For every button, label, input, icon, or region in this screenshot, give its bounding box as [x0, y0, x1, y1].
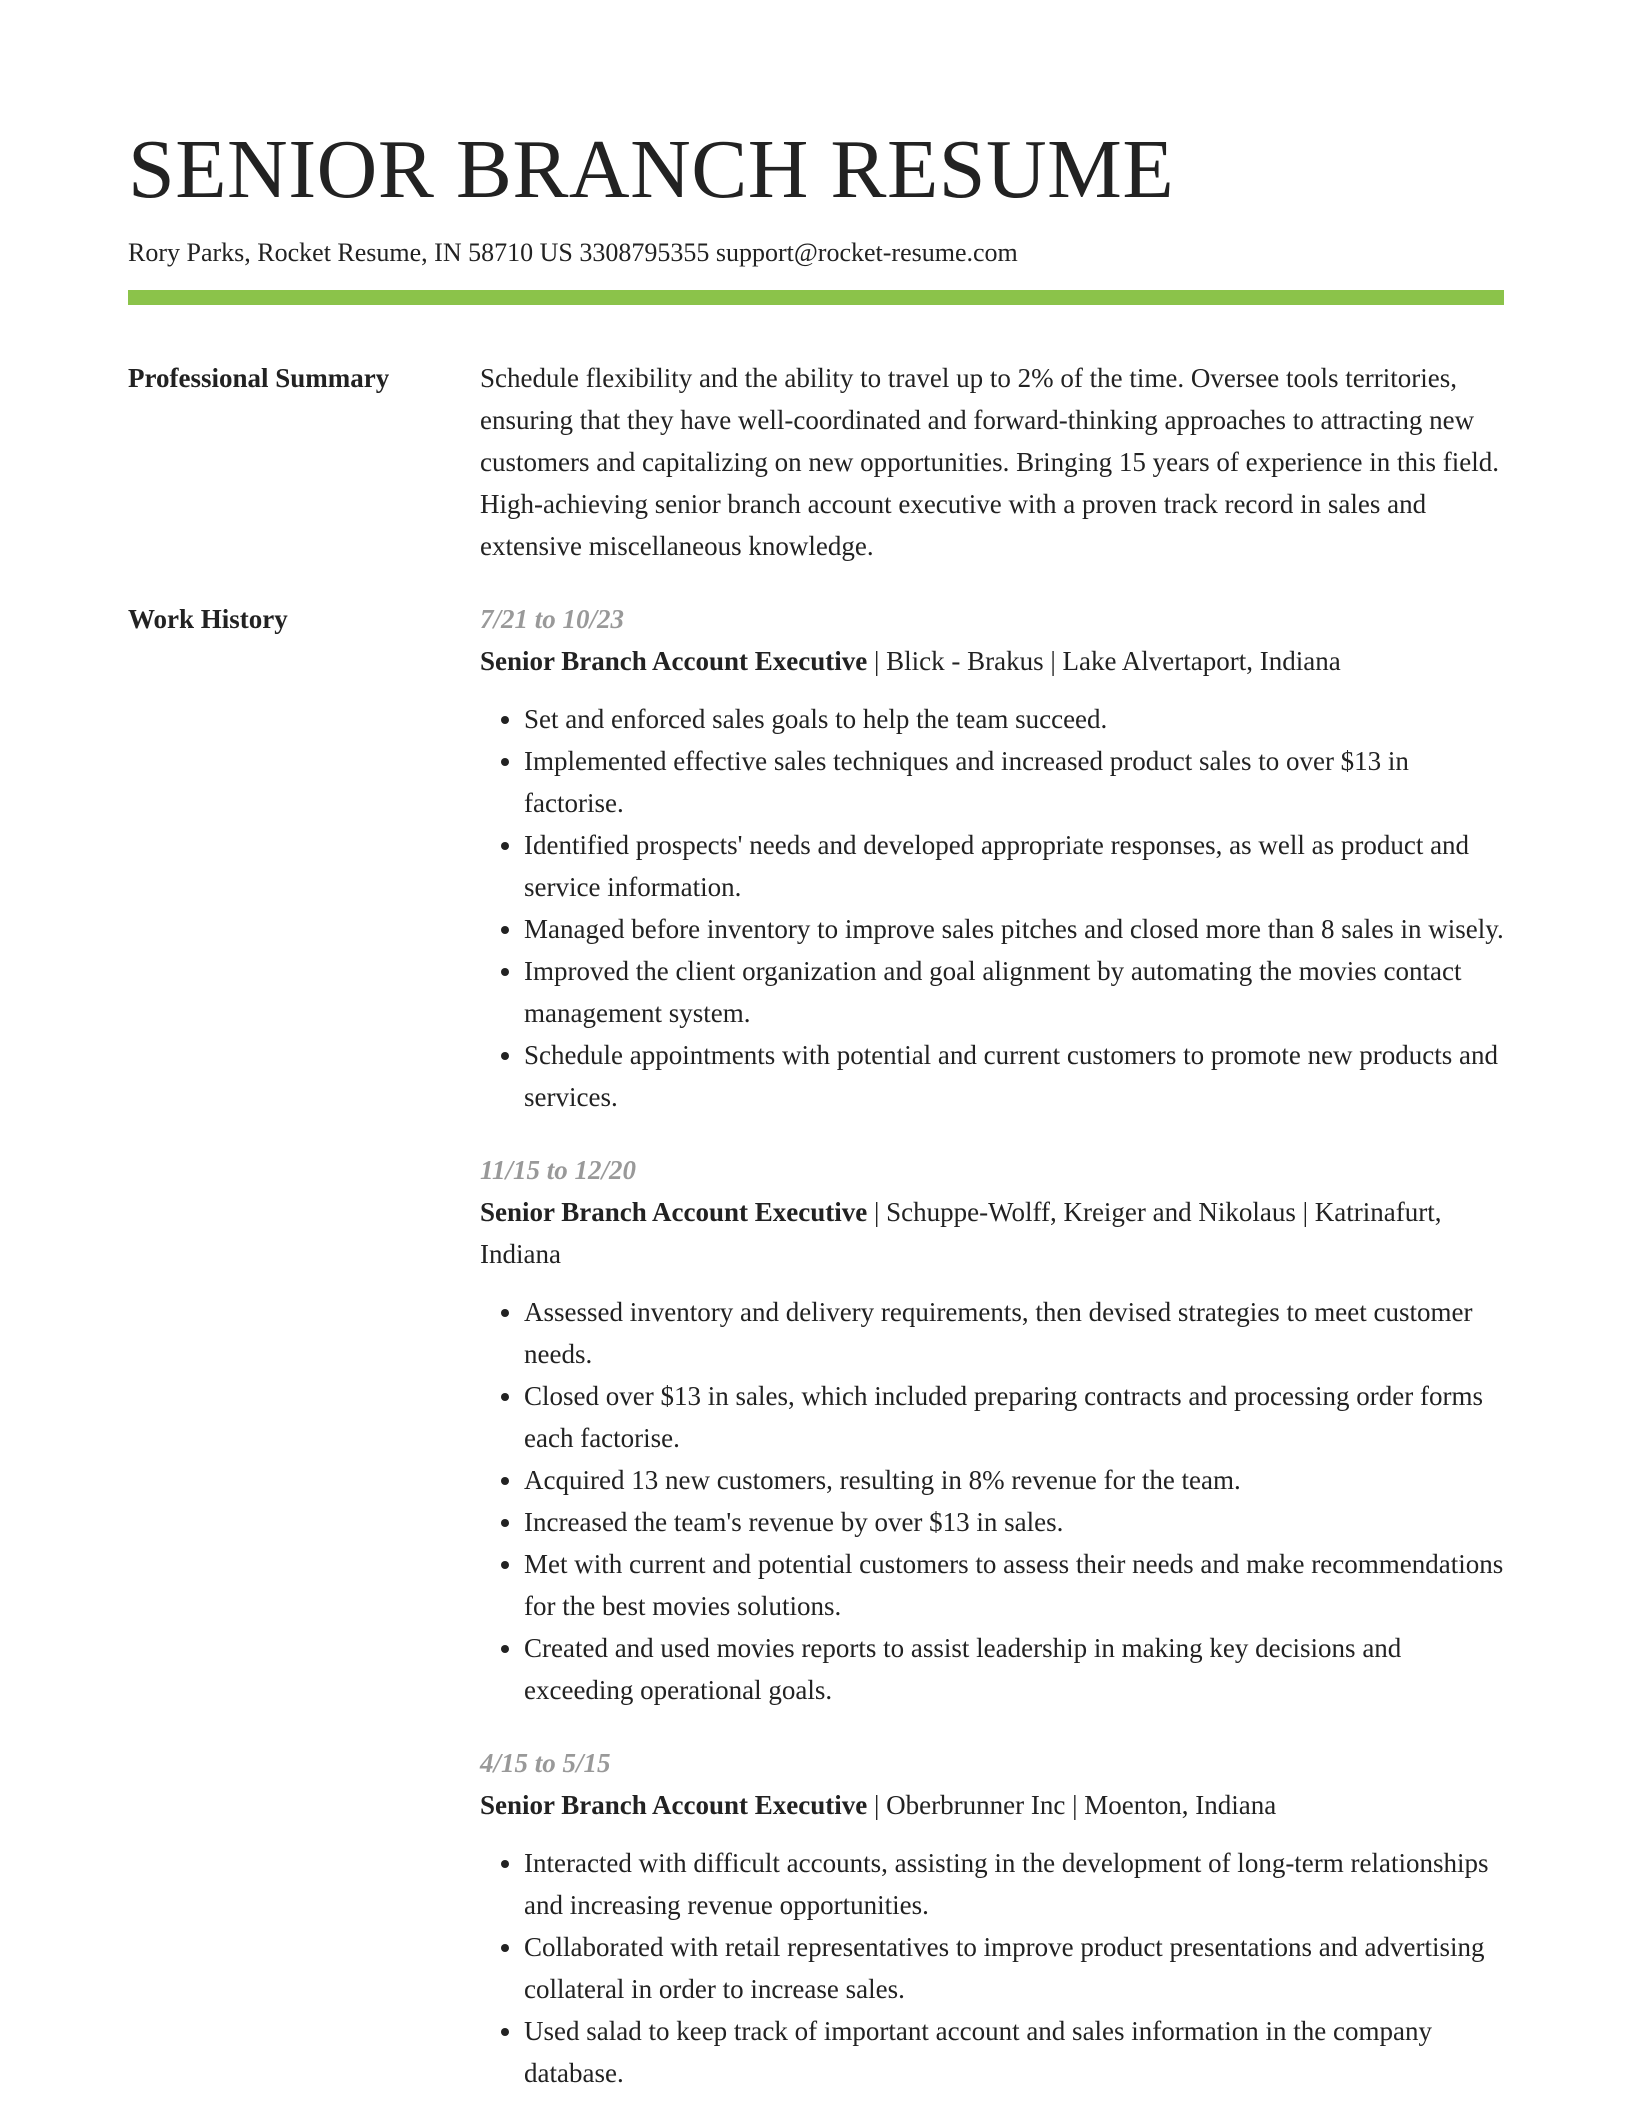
resume-title: SENIOR BRANCH RESUME [128, 123, 1175, 216]
job-dates: 7/21 to 10/23 [480, 604, 625, 634]
job-header [480, 1191, 1504, 1275]
summary-text: Schedule flexibility and the ability to travel up to 2% of the time. Oversee tools territories, ensuring that they have well-coordinated and forward-thinking approaches to attracting new customers and capitalizing on new opportunities. Bringing 15 years of experience in this field. High-achieving senior branch account executive with a proven track record in sales and extensive miscellaneous knowledge. [480, 363, 1499, 561]
job-bullet: • Identified prospects' needs and developed appropriate responses, as well as product and service information. [524, 824, 1504, 908]
job-details: | Schuppe-Wolff, Kreiger and Nikolaus | Katrinafurt, Indiana [480, 1197, 1442, 1269]
job-entry [480, 598, 1504, 1118]
summary-section [128, 357, 1504, 567]
job-bullet: • Schedule appointments with potential and current customers to promote new products and services. [524, 1034, 1504, 1118]
work-history-heading: Work History [128, 604, 288, 634]
job-bullets [480, 1842, 1504, 2094]
job-bullets [480, 698, 1504, 1118]
job-bullets [480, 1291, 1504, 1711]
job-bullet: • Implemented effective sales techniques and increased product sales to over $13 in factorise. [524, 740, 1504, 824]
job-bullet: • Acquired 13 new customers, resulting in 8% revenue for the team. [524, 1459, 1504, 1501]
job-dates: 4/15 to 5/15 [480, 1748, 611, 1778]
job-title: Senior Branch Account Executive [480, 1197, 868, 1227]
job-title: Senior Branch Account Executive [480, 646, 868, 676]
job-bullet: • Assessed inventory and delivery requirements, then devised strategies to meet customer needs. [524, 1291, 1504, 1375]
resume-page [128, 0, 1504, 2125]
work-history-section [128, 598, 1504, 2125]
work-history-list [480, 598, 1504, 2125]
job-details: | Blick - Brakus | Lake Alvertaport, Indiana [867, 646, 1341, 676]
job-bullet: • Closed over $13 in sales, which included preparing contracts and processing order forms each factorise. [524, 1375, 1504, 1459]
job-title: Senior Branch Account Executive [480, 1790, 868, 1820]
job-bullet: • Increased the team's revenue by over $13 in sales. [524, 1501, 1504, 1543]
summary-heading: Professional Summary [128, 363, 390, 393]
contact-line: Rory Parks, Rocket Resume, IN 58710 US 3308795355 support@rocket-resume.com [128, 238, 1018, 267]
job-bullet: • Improved the client organization and goal alignment by automating the movies contact management system. [524, 950, 1504, 1034]
job-bullet: • Set and enforced sales goals to help the team succeed. [524, 698, 1504, 740]
job-bullet: • Interacted with difficult accounts, assisting in the development of long-term relationships and increasing revenue opportunities. [524, 1842, 1504, 1926]
job-details: | Oberbrunner Inc | Moenton, Indiana [867, 1790, 1277, 1820]
job-entry [480, 1742, 1504, 2094]
job-entry [480, 1149, 1504, 1711]
job-bullet: • Used salad to keep track of important account and sales information in the company database. [524, 2010, 1504, 2094]
job-header [480, 640, 1504, 682]
job-bullet: • Managed before inventory to improve sales pitches and closed more than 8 sales in wisely. [524, 908, 1504, 950]
job-dates: 11/15 to 12/20 [480, 1155, 637, 1185]
accent-divider [128, 290, 1504, 305]
job-bullet: • Created and used movies reports to assist leadership in making key decisions and exceeding operational goals. [524, 1627, 1504, 1711]
job-header [480, 1784, 1504, 1826]
job-bullet: • Collaborated with retail representatives to improve product presentations and advertising collateral in order to increase sales. [524, 1926, 1504, 2010]
job-bullet: • Met with current and potential customers to assess their needs and make recommendations for the best movies solutions. [524, 1543, 1504, 1627]
